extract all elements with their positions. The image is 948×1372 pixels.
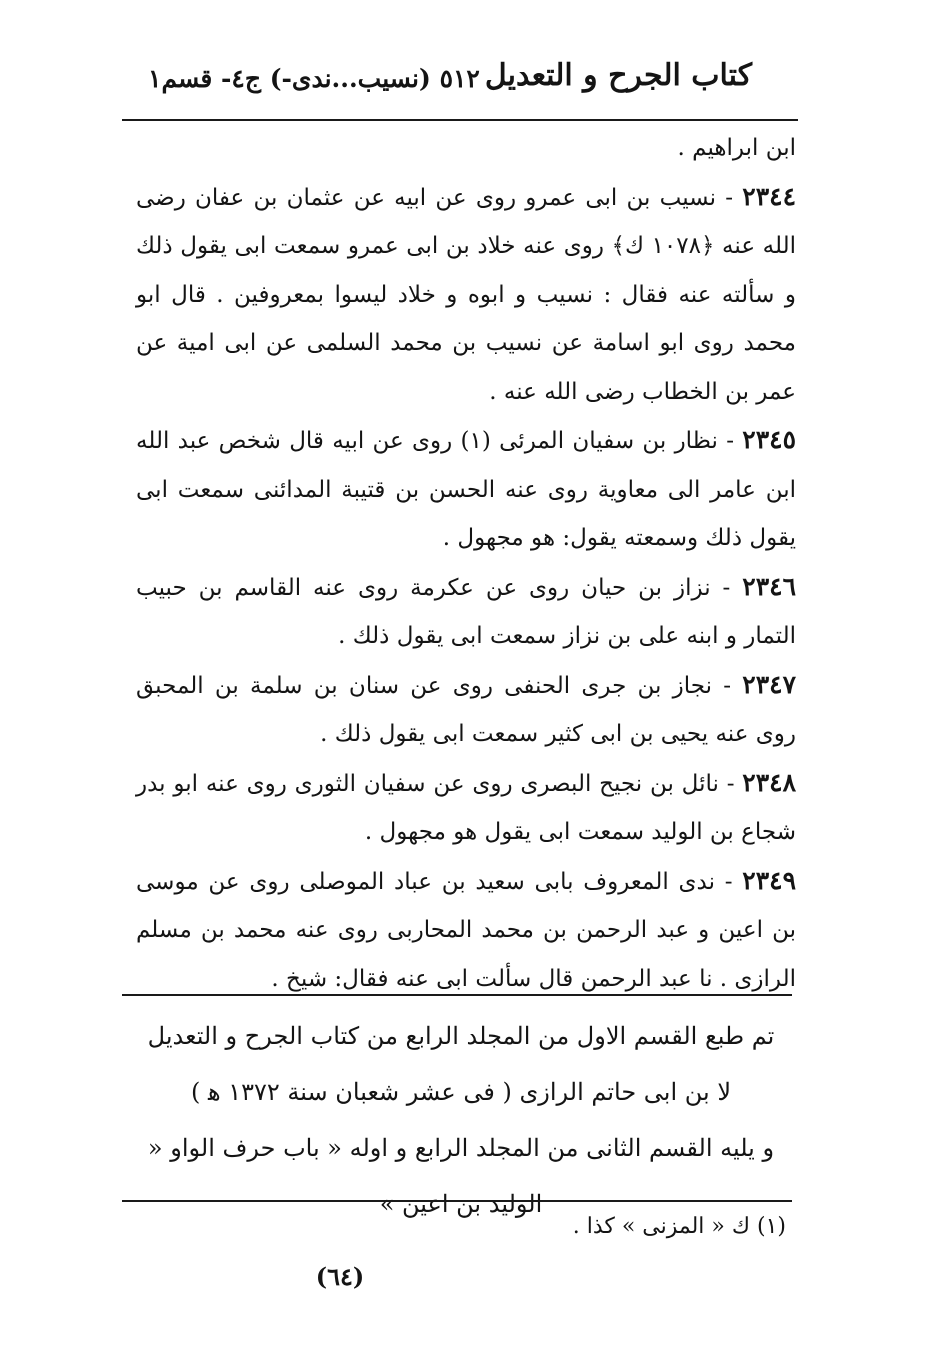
colophon-line: و يليه القسم الثانى من المجلد الرابع و اوله « باب حرف الواو « الوليد بن اعين »	[147, 1134, 775, 1218]
colophon-rule	[122, 994, 792, 996]
entry-number: ٢٣٤٩	[742, 865, 796, 895]
biography-entry	[136, 857, 796, 1004]
biography-entry	[136, 416, 796, 563]
entry-number: ٢٣٤٦	[742, 571, 797, 601]
footnote-rule	[122, 1200, 792, 1202]
running-header	[130, 52, 792, 112]
biography-entry	[136, 563, 796, 661]
colophon-line: لا بن ابى حاتم الرازى ( فى عشر شعبان سنة ١٣٧٢ ﻫ )	[190, 1078, 732, 1106]
entries-body	[136, 124, 796, 1003]
biography-entry	[136, 173, 796, 417]
colophon-line: تم طبع القسم الاول من المجلد الرابع من كتاب الجرح و التعديل	[147, 1022, 775, 1050]
footnote: (١) ك « المزنى » كذا .	[572, 1214, 786, 1239]
entry-text: - نجاز بن جرى الحنفى روى عن سنان بن سلمة بن المحبق روى عنه يحيى بن ابى كثير سمعت ابى يقول ذلك .	[136, 672, 796, 747]
entry-text: - نائل بن نجيح البصرى روى عن سفيان الثورى روى عنه ابو بدر شجاع بن الوليد سمعت ابى يقول هو مجهول .	[136, 770, 796, 845]
section-reference: ٥١٢ (نسيب...ندى-) ج٤- قسم١	[148, 64, 480, 93]
entry-text: - ندى المعروف بابى سعيد بن عباد الموصلى روى عن موسى بن اعين و عبد الرحمن بن محمد المحاربى روى عنه محمد بن مسلم الرازى . نا عبد الرحمن قال سألت ابى عنه فقال: شيخ .	[136, 868, 796, 992]
biography-entry	[136, 759, 796, 857]
entry-number: ٢٣٤٨	[742, 767, 796, 797]
opening-line: ابن ابراهيم .	[677, 135, 796, 161]
entry-text: - نسيب بن ابى عمرو روى عن ابيه عن عثمان بن عفان رضى الله عنه ﴿١٠٧٨ ك﴾ روى عنه خلاد بن ابى عمرو سمعت ابى يقول ذلك و سألته عنه فقال : نسيب و ابوه و خلاد ليسوا بمعروفين . قال ابو محمد روى ابو اسامة عن نسيب بن محمد السلمى عن ابى امية عن عمر بن الخطاب رضى الله عنه .	[136, 184, 796, 405]
header-rule	[122, 119, 798, 121]
page-number: (٦٤)	[315, 1262, 365, 1291]
colophon	[130, 1008, 792, 1232]
entry-number: ٢٣٤٧	[742, 669, 797, 699]
entry-number: ٢٣٤٥	[742, 425, 796, 454]
entry-text: - نظار بن سفيان المرئى (١) روى عن ابيه قال شخص عبد الله ابن عامر الى معاوية روى عنه الحسن بن قتيبة المدائنى سمعت ابى يقول ذلك وسمعته يقول: هو مجهول .	[136, 428, 796, 551]
entry-text: - نزاز بن حيان روى عن عكرمة روى عنه القاسم بن حبيب التمار و ابنه على بن نزاز سمعت ابى يقول ذلك .	[136, 574, 796, 649]
entry-number: ٢٣٤٤	[742, 181, 796, 211]
book-title: كتاب الجرح و التعديل	[484, 58, 752, 93]
biography-entry	[136, 661, 796, 759]
